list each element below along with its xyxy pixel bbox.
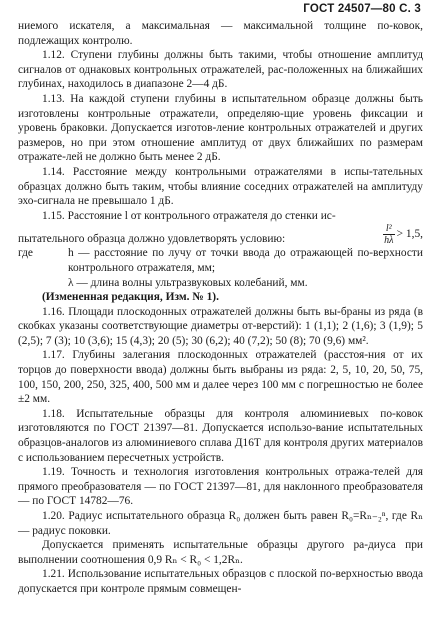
formula-fraction	[383, 223, 395, 246]
paragraph-1-17: 1.17. Глубины залегания плоскодонных отражателей (расстоя-ния от их торцов до поверхности ввода) должны быть выбраны из ряда: 2, 5, 10, 20, 50, 75, 100, 150, 200, 250, 325, 400, 500 мм и далее через 100 мм с погрешностью не более ±2 мм.	[18, 349, 423, 406]
paragraph-1-12: 1.12. Ступени глубины должны быть такими, чтобы отношение амплитуд сигналов от однаковых контрольных отражателей, рас-положенных на ближайших глубинах, находилось в диапазоне 2—4 дБ.	[18, 49, 423, 91]
formula-rhs: > 1,5,	[396, 228, 423, 241]
amendment-note: (Измененная редакция, Изм. № 1).	[42, 291, 219, 304]
where-label: где	[18, 247, 33, 260]
paragraph-1-20-allowance: Допускается применять испытательные образцы другого ра-диуса при выполнении соотношения 0,9 Rₙ < R₀ < 1,2Rₙ.	[18, 539, 423, 566]
paragraph-1-18: 1.18. Испытательные образцы для контроля алюминиевых по-ковок изготовляются по ГОСТ 21397—81. Допускается использо-вание испытательных образцов-аналогов из алюминиевого сплава Д16Т для контроля других материалов с использованием пересчетных устройств.	[18, 407, 423, 464]
paragraph-1-20: 1.20. Радиус испытательного образца R₀ должен быть равен R₀=Rₙ₋₂ⁿ, где Rₙ — радиус поковки.	[18, 510, 423, 537]
formula-denominator: hλ	[384, 235, 394, 247]
paragraph-1-21: 1.21. Использование испытательных образцов с плоской по-верхностью ввода допускается при контроле прямым совмещен-	[18, 568, 423, 595]
paragraph-1-15-line1: 1.15. Расстояние l от контрольного отражателя до стенки ис-	[42, 209, 336, 222]
paragraph-1-19: 1.19. Точность и технология изготовления контрольных отража-телей для прямого преобразователя — по ГОСТ 21397—81, для наклонного преобразователя — по ГОСТ 14782—76.	[18, 466, 423, 508]
paragraph-1-14: 1.14. Расстояние между контрольными отражателями в испы-тательных образцах должно быть таким, чтобы влияние соседних отражателей на амплитуду эхо-сигнала не превышало 1 дБ.	[18, 165, 423, 208]
paragraph-1-16: 1.16. Площади плоскодонных отражателей должны быть вы-браны из ряда (в скобках указаны соответствующие диаметры от-верстий): 1 (1,1); 2 (1,6); 3 (1,9); 5 (2,5); 7 (3); 10 (3,6); 15 (4,3); 20 (5); 30 (6,2); 40 (7,2); 50 (8); 70 (9,6) мм².	[18, 305, 423, 347]
document-body	[18, 19, 423, 597]
definition-h	[18, 246, 423, 275]
paragraph-1-15-line2: пытательного образца должно удовлетворять условию:	[18, 232, 286, 245]
definition-lambda: λ — длина волны ультразвуковых колебаний, мм.	[68, 276, 308, 289]
paragraph-1-15-formula-line	[18, 223, 423, 246]
condition-formula	[381, 223, 423, 246]
paragraph-1-13: 1.13. На каждой ступени глубины в испытательном образце должны быть изготовлены контрольные отражатели, определяю-щие уровень фиксации и уровень браковки. Допускается изготов-ление контрольных отражателей и других размеров, но при этом отношение амплитуд от двух ближайших по размерам отражате-лей не должно быть менее 2 дБ.	[18, 92, 423, 164]
formula-numerator: l²	[383, 223, 395, 235]
definition-h-text: h — расстояние по лучу от точки ввода до отражающей по-верхности контрольного отражателя, мм;	[68, 247, 423, 274]
page-header: ГОСТ 24507—80 С. 3	[303, 3, 421, 15]
paragraph-continuation: ниемого искателя, а максимальная — максимальной толщине по-ковок, подлежащих контролю.	[18, 20, 423, 47]
